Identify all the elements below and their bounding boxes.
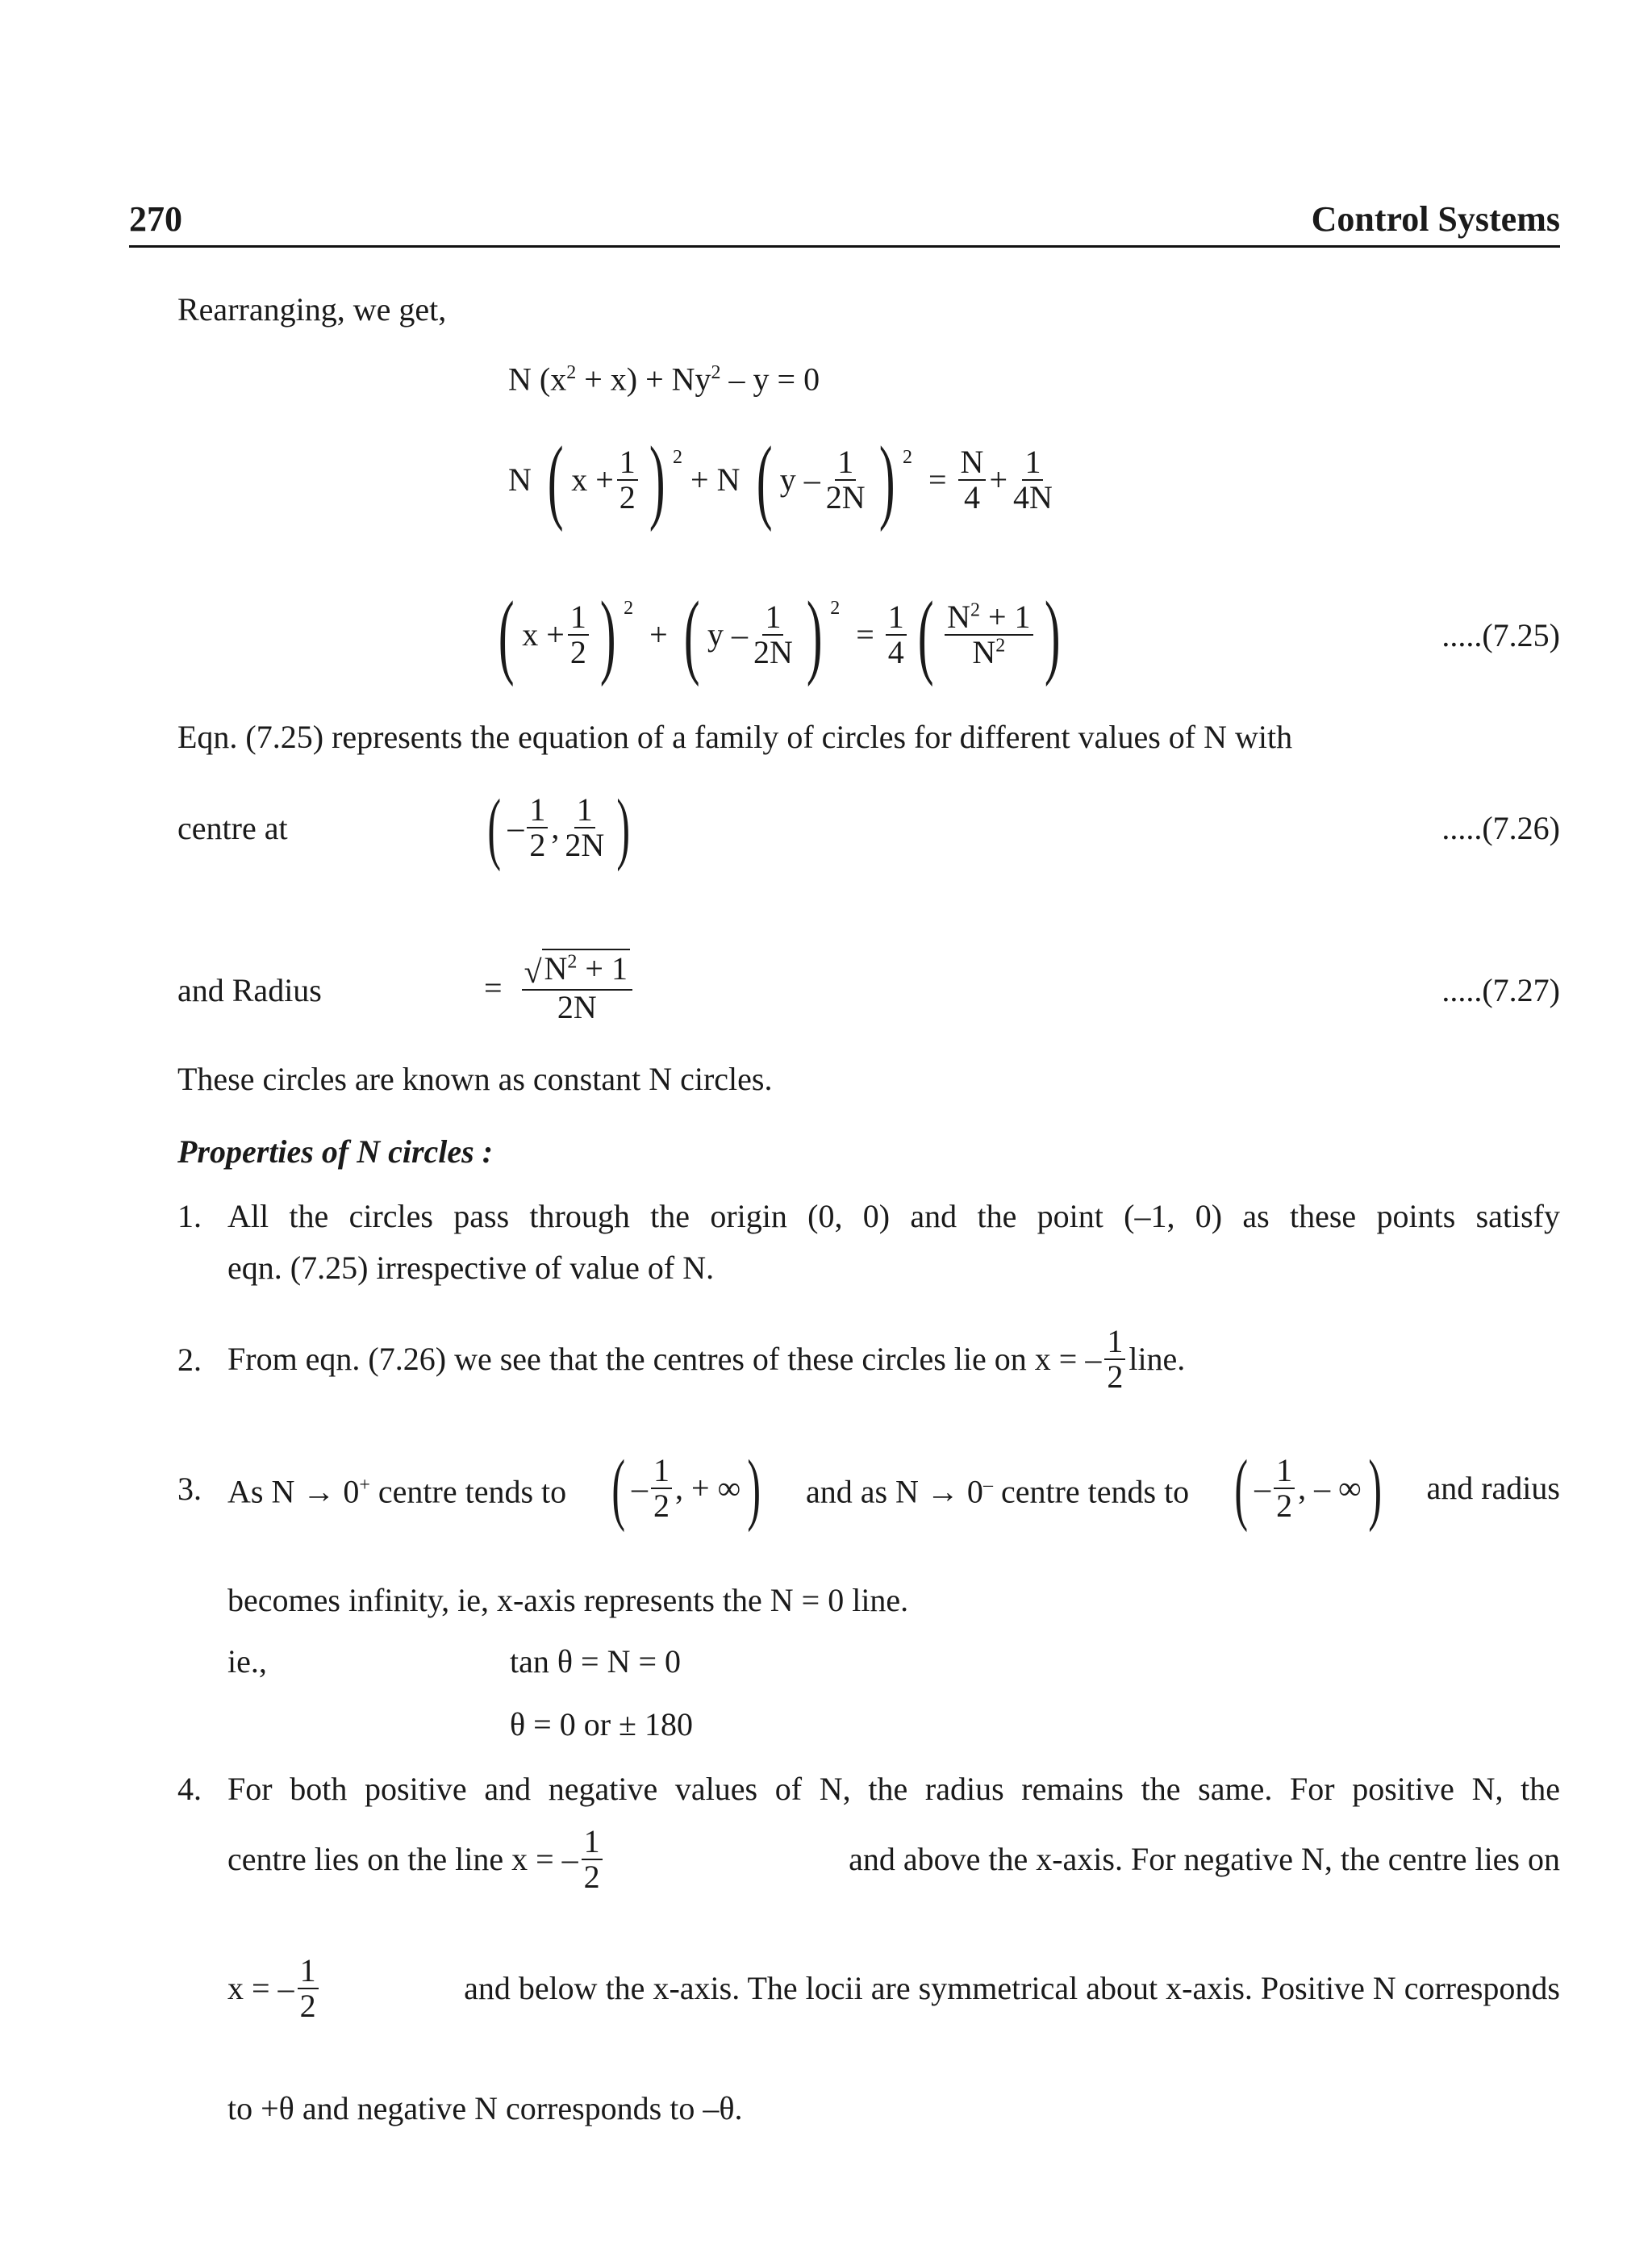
centre-frac-half: 1 2 bbox=[527, 793, 548, 862]
eq2-plus: + bbox=[989, 461, 1007, 498]
equation-2: N ( x + $\frac{1}{2}$ ) 2 + N ( y – 1 2N ) 2 = $\frac{N}{4}$ + $\frac{1}{4N}$ bbox=[508, 432, 1058, 528]
eq2-frac-half: $\frac{1}{2}$ bbox=[617, 445, 638, 515]
equation-1: N $(x^2 + x) + Ny^2 - y = 0$ bbox=[508, 361, 820, 398]
item-4-frac-half-b: 1 2 bbox=[298, 1954, 319, 2023]
item-1-line-1: All the circles pass through the origin (0, 0) and the point (–1, 0) as these points satisfy bbox=[227, 1198, 1560, 1234]
eq2-frac-1-4N: $\frac{1}{4N}$ bbox=[1013, 444, 1053, 515]
properties-heading: Properties of N circles : bbox=[177, 1133, 494, 1170]
item-2-text-a: From eqn. (7.26) we see that the centres of these circles lie on x = – bbox=[227, 1341, 1102, 1377]
eq3-x: x + bbox=[522, 616, 565, 653]
item-2-text-b: line. bbox=[1128, 1341, 1186, 1377]
item-4-line-3-text: and below the x-axis. The locii are symmetrical about x-axis. Positive N corresponds bbox=[464, 1970, 1560, 2006]
centre-expression: ( – 1 2 , 1 2N ) bbox=[487, 782, 631, 872]
eq-tag-7-27: .....(7.27) bbox=[1441, 972, 1560, 1008]
radius-expression bbox=[484, 936, 636, 1041]
eq3-y: y – bbox=[707, 616, 749, 653]
eq3-frac-N2: $N^2 + 1$ $N^2$ bbox=[945, 600, 1032, 670]
centre-frac-1-2N: 1 2N bbox=[565, 791, 605, 863]
eq2-frac-N-4: $\frac{N}{4}$ bbox=[958, 445, 987, 515]
item-4-line-4: to +θ and negative N corresponds to –θ. bbox=[227, 2090, 743, 2126]
item-3-limit-plus-inf: ( – 1 2 , + ∞ ) bbox=[611, 1443, 761, 1533]
eq1-part-b: + x) + Ny bbox=[576, 361, 711, 398]
radius-equals: = bbox=[484, 970, 503, 1006]
item-2-line bbox=[227, 1315, 1185, 1404]
item-4-number: 4. bbox=[177, 1771, 202, 1807]
eq3-frac-1-4: $\frac{1}{4}$ bbox=[886, 600, 907, 670]
header-rule bbox=[129, 245, 1560, 248]
item-1-line-2: eqn. (7.25) irrespective of value of N. bbox=[227, 1250, 715, 1286]
item-3-line-2: becomes infinity, ie, x-axis represents the N = 0 line. bbox=[227, 1582, 909, 1618]
intro-text: Rearranging, we get, bbox=[177, 291, 447, 328]
item-2-number: 2. bbox=[177, 1342, 202, 1378]
centre-comma: , bbox=[551, 809, 560, 845]
eq-tag-7-26: .....(7.26) bbox=[1441, 810, 1560, 846]
eq2-y: y – bbox=[779, 461, 820, 498]
item-3-eq-tan: tan θ = N = 0 bbox=[510, 1643, 682, 1680]
eq2-frac-1-2N: 1 2N bbox=[825, 444, 866, 515]
item-3-line-1: As N → 0+ centre tends to ( – 1 2 , + ∞ ) and as N → 0– centre tends to ( – 1 2 , – ∞ ) and radius bbox=[227, 1443, 1560, 1533]
item-1-number: 1. bbox=[177, 1198, 202, 1234]
running-title: Control Systems bbox=[1311, 199, 1560, 239]
sentence-constant-n-circles: These circles are known as constant N circles. bbox=[177, 1061, 773, 1097]
equation-3: ( x + $\frac{1}{2}$ ) 2 + ( y – 1 2N ) 2 = $\frac{1}{4}$ ( $N^2 + 1$ $N^2$ ) bbox=[498, 582, 1060, 687]
item-4-line-2-text: and above the x-axis. For negative N, the centre lies on bbox=[849, 1841, 1560, 1877]
eq3-frac-1-2N: 1 2N bbox=[753, 599, 793, 670]
page-number: 270 bbox=[129, 199, 182, 239]
item-4-line-2: centre lies on the line x = – 1 2 and above the x-axis. For negative N, the centre lies on bbox=[227, 1823, 1560, 1895]
eq1-part-c: – y = 0 bbox=[720, 361, 820, 398]
item-4-frac-half-a: 1 2 bbox=[582, 1825, 603, 1894]
radius-fraction: $\frac{√N^2 + 1}{2N}$ bbox=[522, 952, 632, 1024]
eq1-part-a: N (x bbox=[508, 361, 567, 398]
item-2-frac-half: 1 2 bbox=[1104, 1325, 1125, 1394]
eq3-equals: = bbox=[856, 616, 874, 653]
eq3-frac-half: $\frac{1}{2}$ bbox=[568, 600, 589, 670]
eq-tag-7-25: .....(7.25) bbox=[1441, 617, 1560, 653]
eq2-equals: = bbox=[928, 461, 947, 498]
centre-label: centre at bbox=[177, 810, 288, 846]
item-4-line-3: x = – 1 2 and below the x-axis. The locii are symmetrical about x-axis. Positive N corresponds bbox=[227, 1952, 1560, 2024]
centre-minus: – bbox=[507, 809, 524, 845]
item-3-eq-theta: θ = 0 or ± 180 bbox=[510, 1706, 693, 1742]
eq2-x: x + bbox=[571, 461, 614, 498]
eq2-plusN: + N bbox=[690, 461, 740, 498]
eq3-plus: + bbox=[649, 616, 668, 653]
item-3-ie: ie., bbox=[227, 1643, 267, 1680]
sentence-family-of-circles: Eqn. (7.25) represents the equation of a family of circles for different values of N with bbox=[177, 719, 1293, 755]
radius-label: and Radius bbox=[177, 972, 322, 1008]
eq2-N: N bbox=[508, 461, 532, 498]
item-3-limit-minus-inf: ( – 1 2 , – ∞ ) bbox=[1234, 1443, 1382, 1533]
item-4-line-1: For both positive and negative values of N, the radius remains the same. For positive N, the bbox=[227, 1771, 1560, 1807]
item-3-number: 3. bbox=[177, 1471, 202, 1507]
